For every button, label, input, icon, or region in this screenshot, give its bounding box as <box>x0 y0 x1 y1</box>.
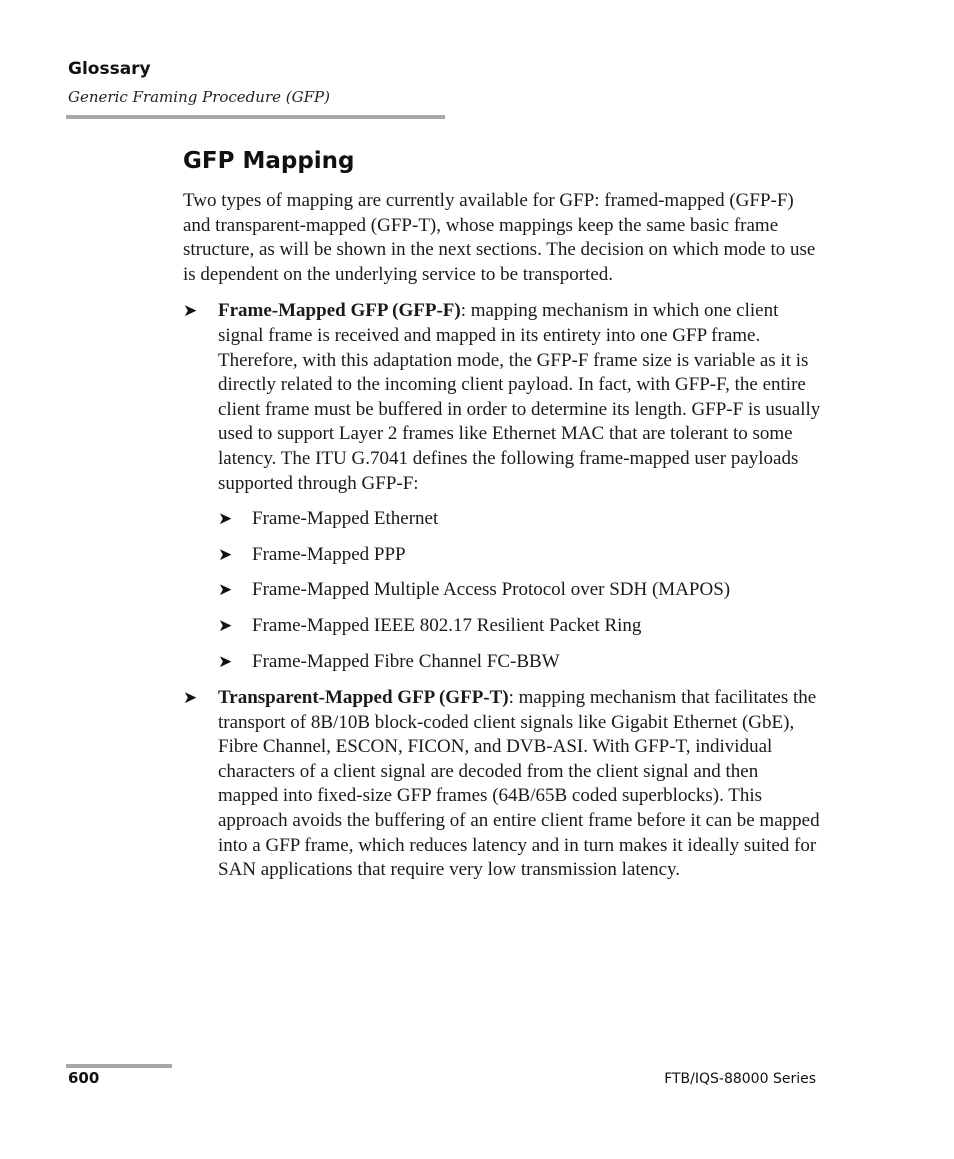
header-divider <box>66 115 445 119</box>
subsection-title: Generic Framing Procedure (GFP) <box>68 88 330 106</box>
product-series: FTB/IQS-88000 Series <box>664 1071 816 1087</box>
section-title: Glossary <box>68 59 151 79</box>
list-item <box>218 650 823 675</box>
arrow-bullet-icon: ➤ <box>218 615 233 636</box>
arrow-bullet-icon: ➤ <box>218 580 233 601</box>
page-number: 600 <box>68 1069 100 1087</box>
term-gfp-t: Transparent-Mapped GFP (GFP-T) <box>218 687 509 709</box>
list-item <box>218 578 823 603</box>
term-gfp-f: Frame-Mapped GFP (GFP-F) <box>218 300 461 322</box>
payload-list <box>218 507 823 674</box>
arrow-bullet-icon: ➤ <box>183 688 198 709</box>
list-item <box>218 507 823 532</box>
page-content <box>183 146 823 883</box>
payload-label: Frame-Mapped IEEE 802.17 Resilient Packet Ring <box>252 614 642 636</box>
arrow-bullet-icon: ➤ <box>218 509 233 530</box>
mapping-list <box>183 299 823 882</box>
arrow-bullet-icon: ➤ <box>218 544 233 565</box>
payload-label: Frame-Mapped Fibre Channel FC-BBW <box>252 650 560 672</box>
running-header <box>68 58 330 107</box>
page-heading: GFP Mapping <box>183 148 355 174</box>
list-item <box>218 543 823 568</box>
footer-divider <box>66 1064 172 1068</box>
list-item <box>218 614 823 639</box>
list-item-gfp-t <box>183 686 823 883</box>
payload-label: Frame-Mapped Ethernet <box>252 508 439 530</box>
arrow-bullet-icon: ➤ <box>183 301 198 322</box>
payload-label: Frame-Mapped Multiple Access Protocol over SDH (MAPOS) <box>252 579 731 601</box>
arrow-bullet-icon: ➤ <box>218 651 233 672</box>
gfp-t-description: : mapping mechanism that facilitates the transport of 8B/10B block-coded client signals like Gigabit Ethernet (GbE), Fibre Channel, ESCON, FICON, and DVB-ASI. With GFP-T, individual characters of a client signal are decoded from the client signal and then mapped into fixed-size GFP frames (64B/65B coded superblocks). This approach avoids the buffering of an entire client frame before it can be mapped into a GFP frame, which reduces latency and in turn makes it ideally suited for SAN applications that require very low transmission latency. <box>218 687 820 881</box>
payload-label: Frame-Mapped PPP <box>252 543 406 565</box>
list-item-gfp-f <box>183 299 823 674</box>
intro-paragraph: Two types of mapping are currently available for GFP: framed-mapped (GFP-F) and transparent-mapped (GFP-T), whose mappings keep the same basic frame structure, as will be shown in the next sections. The decision on which mode to use is dependent on the underlying service to be transported. <box>183 190 816 285</box>
gfp-f-description: : mapping mechanism in which one client signal frame is received and mapped in its entirety into one GFP frame. Therefore, with this adaptation mode, the GFP-F frame size is variable as it is directly related to the incoming client payload. In fact, with GFP-F, the entire client frame must be buffered in order to determine its length. GFP-F is usually used to support Layer 2 frames like Ethernet MAC that are tolerant to some latency. The ITU G.7041 defines the following frame-mapped user payloads supported through GFP-F: <box>218 300 821 494</box>
